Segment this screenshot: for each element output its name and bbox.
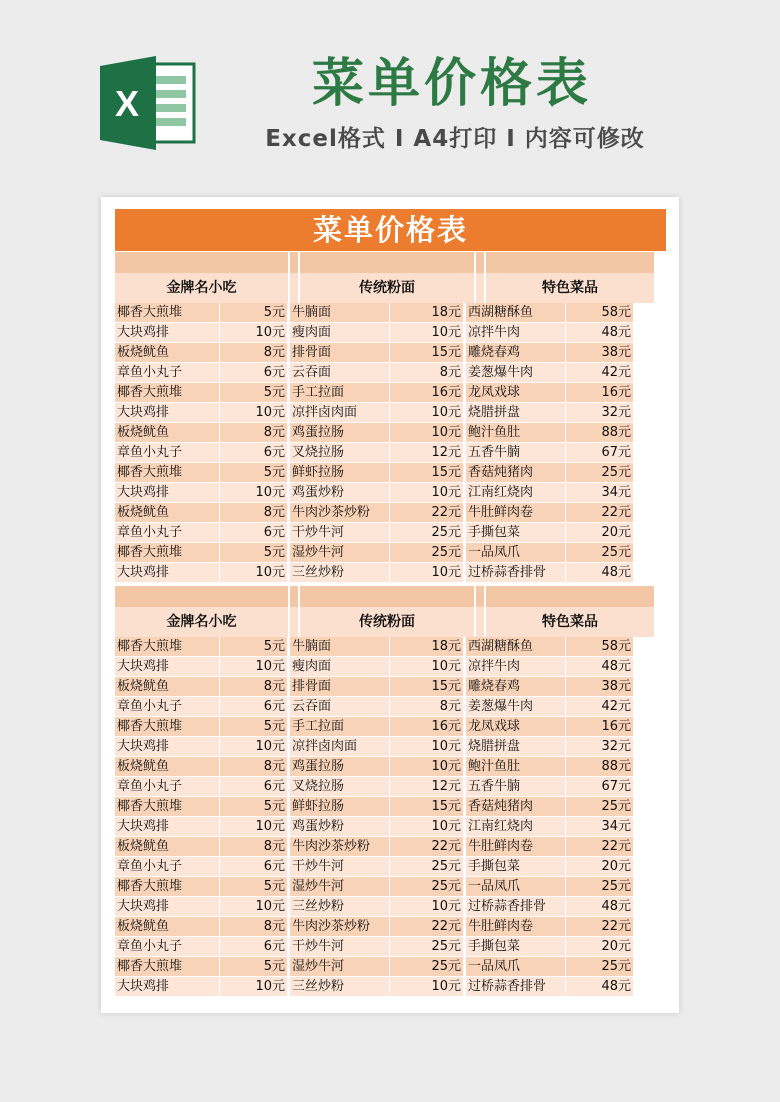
dish-name: 姜葱爆牛肉 — [466, 363, 566, 383]
noodle-price: 15元 — [390, 463, 466, 483]
spacer-cell — [300, 586, 476, 607]
noodle-price: 10元 — [390, 897, 466, 917]
snack-price: 5元 — [220, 303, 290, 323]
dish-name: 西湖糖酥鱼 — [466, 303, 566, 323]
noodle-price: 12元 — [390, 443, 466, 463]
table-row — [115, 303, 666, 323]
sheet-title: 菜单价格表 — [115, 209, 666, 251]
snack-price: 8元 — [220, 757, 290, 777]
spacer-cell — [115, 252, 290, 273]
noodle-name: 手工拉面 — [290, 383, 390, 403]
dish-price: 67元 — [566, 443, 636, 463]
noodle-price: 18元 — [390, 303, 466, 323]
noodle-name: 排骨面 — [290, 677, 390, 697]
dish-name: 龙凤戏球 — [466, 717, 566, 737]
dish-price: 16元 — [566, 717, 636, 737]
noodle-name: 三丝炒粉 — [290, 897, 390, 917]
snack-name: 椰香大煎堆 — [115, 877, 220, 897]
dish-price: 48元 — [566, 323, 636, 343]
dish-name: 牛肚鲜肉卷 — [466, 503, 566, 523]
dish-name: 牛肚鲜肉卷 — [466, 917, 566, 937]
table-row — [115, 957, 666, 977]
dish-price: 16元 — [566, 383, 636, 403]
dish-name: 龙凤戏球 — [466, 383, 566, 403]
snack-price: 6元 — [220, 523, 290, 543]
noodle-name: 湿炒牛河 — [290, 957, 390, 977]
dish-price: 58元 — [566, 637, 636, 657]
noodle-name: 三丝炒粉 — [290, 563, 390, 583]
excel-logo-letter: X — [114, 83, 140, 124]
snack-name: 板烧鱿鱼 — [115, 917, 220, 937]
table-row — [115, 857, 666, 877]
table-row — [115, 523, 666, 543]
excel-icon — [100, 56, 198, 150]
noodle-price: 25元 — [390, 957, 466, 977]
table-row — [115, 463, 666, 483]
noodle-price: 10元 — [390, 403, 466, 423]
header-spacer — [290, 273, 300, 303]
menu-section-1 — [115, 252, 666, 583]
snack-name: 大块鸡排 — [115, 817, 220, 837]
snack-price: 8元 — [220, 343, 290, 363]
snack-price: 8元 — [220, 917, 290, 937]
noodle-price: 16元 — [390, 717, 466, 737]
dish-name: 五香牛腩 — [466, 443, 566, 463]
snack-name: 章鱼小丸子 — [115, 443, 220, 463]
dish-name: 一品凤爪 — [466, 543, 566, 563]
dish-price: 20元 — [566, 937, 636, 957]
dish-price: 42元 — [566, 363, 636, 383]
snack-price: 5元 — [220, 797, 290, 817]
table-row — [115, 323, 666, 343]
table-row — [115, 363, 666, 383]
dish-name: 烧腊拼盘 — [466, 403, 566, 423]
column-header: 特色菜品 — [486, 273, 656, 303]
noodle-price: 10元 — [390, 323, 466, 343]
dish-name: 江南红烧肉 — [466, 483, 566, 503]
snack-price: 5元 — [220, 877, 290, 897]
spacer-cell — [300, 252, 476, 273]
snack-name: 章鱼小丸子 — [115, 363, 220, 383]
snack-name: 大块鸡排 — [115, 483, 220, 503]
snack-price: 8元 — [220, 503, 290, 523]
dish-price: 25元 — [566, 877, 636, 897]
dish-name: 鲍汁鱼肚 — [466, 757, 566, 777]
noodle-name: 手工拉面 — [290, 717, 390, 737]
noodle-name: 湿炒牛河 — [290, 877, 390, 897]
noodle-name: 凉拌卤肉面 — [290, 737, 390, 757]
column-header: 金牌名小吃 — [115, 273, 290, 303]
noodle-price: 22元 — [390, 837, 466, 857]
snack-price: 10元 — [220, 657, 290, 677]
dish-price: 22元 — [566, 917, 636, 937]
table-row — [115, 483, 666, 503]
dish-name: 手撕包菜 — [466, 937, 566, 957]
table-row — [115, 977, 666, 997]
header-spacer — [290, 607, 300, 637]
noodle-price: 25元 — [390, 857, 466, 877]
noodle-price: 10元 — [390, 483, 466, 503]
noodle-price: 25元 — [390, 877, 466, 897]
spacer-row — [115, 252, 666, 273]
snack-name: 椰香大煎堆 — [115, 383, 220, 403]
spacer-cell — [486, 586, 656, 607]
table-row — [115, 897, 666, 917]
snack-price: 8元 — [220, 677, 290, 697]
dish-price: 38元 — [566, 677, 636, 697]
snack-name: 章鱼小丸子 — [115, 777, 220, 797]
column-header-row — [115, 273, 666, 303]
dish-name: 西湖糖酥鱼 — [466, 637, 566, 657]
snack-price: 6元 — [220, 857, 290, 877]
snack-name: 大块鸡排 — [115, 403, 220, 423]
header-spacer — [476, 607, 486, 637]
dish-name: 鲍汁鱼肚 — [466, 423, 566, 443]
snack-name: 大块鸡排 — [115, 737, 220, 757]
snack-price: 5元 — [220, 543, 290, 563]
dish-name: 过桥蒜香排骨 — [466, 977, 566, 997]
noodle-name: 牛腩面 — [290, 303, 390, 323]
noodle-name: 鲜虾拉肠 — [290, 463, 390, 483]
noodle-name: 鸡蛋拉肠 — [290, 757, 390, 777]
dish-price: 32元 — [566, 737, 636, 757]
table-row — [115, 797, 666, 817]
dish-price: 22元 — [566, 837, 636, 857]
noodle-name: 牛肉沙茶炒粉 — [290, 917, 390, 937]
dish-price: 20元 — [566, 523, 636, 543]
dish-price: 58元 — [566, 303, 636, 323]
snack-name: 大块鸡排 — [115, 977, 220, 997]
dish-price: 38元 — [566, 343, 636, 363]
table-row — [115, 443, 666, 463]
snack-price: 6元 — [220, 937, 290, 957]
menu-section-2 — [115, 586, 666, 997]
snack-name: 大块鸡排 — [115, 323, 220, 343]
snack-name: 板烧鱿鱼 — [115, 343, 220, 363]
snack-price: 5元 — [220, 637, 290, 657]
snack-price: 10元 — [220, 323, 290, 343]
noodle-name: 排骨面 — [290, 343, 390, 363]
column-header-row — [115, 607, 666, 637]
dish-price: 25元 — [566, 957, 636, 977]
noodle-name: 凉拌卤肉面 — [290, 403, 390, 423]
dish-name: 过桥蒜香排骨 — [466, 897, 566, 917]
table-row — [115, 697, 666, 717]
dish-name: 香菇炖猪肉 — [466, 463, 566, 483]
spacer-cell — [486, 252, 656, 273]
snack-name: 板烧鱿鱼 — [115, 677, 220, 697]
noodle-name: 云吞面 — [290, 363, 390, 383]
noodle-price: 10元 — [390, 757, 466, 777]
snack-price: 5元 — [220, 717, 290, 737]
noodle-price: 25元 — [390, 523, 466, 543]
snack-price: 6元 — [220, 363, 290, 383]
snack-name: 板烧鱿鱼 — [115, 423, 220, 443]
noodle-name: 三丝炒粉 — [290, 977, 390, 997]
spacer-cell — [476, 252, 486, 273]
table-row — [115, 937, 666, 957]
noodle-price: 15元 — [390, 797, 466, 817]
dish-name: 江南红烧肉 — [466, 817, 566, 837]
dish-name: 五香牛腩 — [466, 777, 566, 797]
spacer-row — [115, 586, 666, 607]
snack-name: 椰香大煎堆 — [115, 637, 220, 657]
snack-name: 大块鸡排 — [115, 563, 220, 583]
dish-name: 手撕包菜 — [466, 857, 566, 877]
noodle-name: 叉烧拉肠 — [290, 443, 390, 463]
snack-name: 章鱼小丸子 — [115, 697, 220, 717]
header-spacer — [476, 273, 486, 303]
snack-name: 章鱼小丸子 — [115, 857, 220, 877]
promo-header — [0, 0, 780, 190]
table-row — [115, 877, 666, 897]
table-row — [115, 343, 666, 363]
table-row — [115, 503, 666, 523]
snack-name: 板烧鱿鱼 — [115, 503, 220, 523]
table-row — [115, 777, 666, 797]
noodle-name: 鸡蛋拉肠 — [290, 423, 390, 443]
table-row — [115, 423, 666, 443]
table-row — [115, 543, 666, 563]
dish-name: 凉拌牛肉 — [466, 323, 566, 343]
noodle-price: 16元 — [390, 383, 466, 403]
dish-price: 25元 — [566, 463, 636, 483]
snack-price: 10元 — [220, 403, 290, 423]
table-row — [115, 837, 666, 857]
dish-name: 凉拌牛肉 — [466, 657, 566, 677]
dish-name: 过桥蒜香排骨 — [466, 563, 566, 583]
column-header: 传统粉面 — [300, 273, 476, 303]
noodle-price: 10元 — [390, 563, 466, 583]
snack-price: 5元 — [220, 957, 290, 977]
snack-price: 10元 — [220, 563, 290, 583]
snack-price: 6元 — [220, 443, 290, 463]
column-header: 传统粉面 — [300, 607, 476, 637]
table-row — [115, 403, 666, 423]
spacer-cell — [476, 586, 486, 607]
snack-price: 10元 — [220, 977, 290, 997]
noodle-price: 18元 — [390, 637, 466, 657]
dish-name: 烧腊拼盘 — [466, 737, 566, 757]
snack-name: 板烧鱿鱼 — [115, 757, 220, 777]
dish-name: 雕烧春鸡 — [466, 343, 566, 363]
table-row — [115, 383, 666, 403]
snack-price: 10元 — [220, 897, 290, 917]
noodle-name: 鸡蛋炒粉 — [290, 817, 390, 837]
noodle-price: 10元 — [390, 817, 466, 837]
table-row — [115, 737, 666, 757]
snack-price: 6元 — [220, 697, 290, 717]
noodle-name: 叉烧拉肠 — [290, 777, 390, 797]
snack-name: 章鱼小丸子 — [115, 523, 220, 543]
noodle-name: 鲜虾拉肠 — [290, 797, 390, 817]
spacer-cell — [115, 586, 290, 607]
noodle-name: 干炒牛河 — [290, 857, 390, 877]
noodle-name: 鸡蛋炒粉 — [290, 483, 390, 503]
dish-price: 22元 — [566, 503, 636, 523]
table-row — [115, 637, 666, 657]
dish-name: 牛肚鲜肉卷 — [466, 837, 566, 857]
dish-price: 48元 — [566, 657, 636, 677]
snack-price: 8元 — [220, 423, 290, 443]
dish-price: 48元 — [566, 897, 636, 917]
snack-price: 5元 — [220, 383, 290, 403]
dish-name: 一品凤爪 — [466, 957, 566, 977]
noodle-price: 10元 — [390, 657, 466, 677]
noodle-name: 瘦肉面 — [290, 323, 390, 343]
snack-name: 椰香大煎堆 — [115, 463, 220, 483]
snack-name: 章鱼小丸子 — [115, 937, 220, 957]
snack-price: 10元 — [220, 817, 290, 837]
noodle-price: 15元 — [390, 343, 466, 363]
noodle-name: 牛肉沙茶炒粉 — [290, 503, 390, 523]
spacer-cell — [290, 252, 300, 273]
noodle-name: 牛腩面 — [290, 637, 390, 657]
snack-name: 椰香大煎堆 — [115, 543, 220, 563]
dish-price: 20元 — [566, 857, 636, 877]
table-row — [115, 917, 666, 937]
noodle-price: 8元 — [390, 363, 466, 383]
dish-price: 34元 — [566, 817, 636, 837]
dish-price: 25元 — [566, 543, 636, 563]
dish-name: 姜葱爆牛肉 — [466, 697, 566, 717]
promo-title: 菜单价格表 — [311, 54, 592, 114]
table-row — [115, 657, 666, 677]
table-row — [115, 757, 666, 777]
noodle-price: 10元 — [390, 423, 466, 443]
snack-price: 5元 — [220, 463, 290, 483]
dish-name: 手撕包菜 — [466, 523, 566, 543]
dish-name: 一品凤爪 — [466, 877, 566, 897]
snack-name: 椰香大煎堆 — [115, 797, 220, 817]
dish-price: 48元 — [566, 563, 636, 583]
snack-price: 8元 — [220, 837, 290, 857]
noodle-name: 瘦肉面 — [290, 657, 390, 677]
column-header: 特色菜品 — [486, 607, 656, 637]
dish-name: 香菇炖猪肉 — [466, 797, 566, 817]
noodle-price: 22元 — [390, 917, 466, 937]
dish-price: 32元 — [566, 403, 636, 423]
promo-subtitle: Excel格式 I A4打印 I 内容可修改 — [265, 126, 645, 152]
table-row — [115, 677, 666, 697]
snack-name: 板烧鱿鱼 — [115, 837, 220, 857]
noodle-name: 牛肉沙茶炒粉 — [290, 837, 390, 857]
snack-name: 大块鸡排 — [115, 897, 220, 917]
snack-name: 大块鸡排 — [115, 657, 220, 677]
noodle-name: 干炒牛河 — [290, 523, 390, 543]
dish-price: 88元 — [566, 757, 636, 777]
dish-price: 25元 — [566, 797, 636, 817]
noodle-price: 10元 — [390, 737, 466, 757]
noodle-price: 25元 — [390, 937, 466, 957]
noodle-name: 云吞面 — [290, 697, 390, 717]
noodle-price: 22元 — [390, 503, 466, 523]
noodle-name: 湿炒牛河 — [290, 543, 390, 563]
table-row — [115, 563, 666, 583]
snack-price: 10元 — [220, 737, 290, 757]
snack-price: 10元 — [220, 483, 290, 503]
noodle-price: 10元 — [390, 977, 466, 997]
snack-name: 椰香大煎堆 — [115, 957, 220, 977]
noodle-price: 12元 — [390, 777, 466, 797]
table-row — [115, 717, 666, 737]
noodle-price: 8元 — [390, 697, 466, 717]
spacer-cell — [290, 586, 300, 607]
noodle-price: 25元 — [390, 543, 466, 563]
dish-price: 34元 — [566, 483, 636, 503]
table-row — [115, 817, 666, 837]
snack-name: 椰香大煎堆 — [115, 717, 220, 737]
column-header: 金牌名小吃 — [115, 607, 290, 637]
dish-price: 42元 — [566, 697, 636, 717]
snack-price: 6元 — [220, 777, 290, 797]
dish-price: 48元 — [566, 977, 636, 997]
dish-price: 67元 — [566, 777, 636, 797]
snack-name: 椰香大煎堆 — [115, 303, 220, 323]
noodle-name: 干炒牛河 — [290, 937, 390, 957]
noodle-price: 15元 — [390, 677, 466, 697]
dish-name: 雕烧春鸡 — [466, 677, 566, 697]
dish-price: 88元 — [566, 423, 636, 443]
